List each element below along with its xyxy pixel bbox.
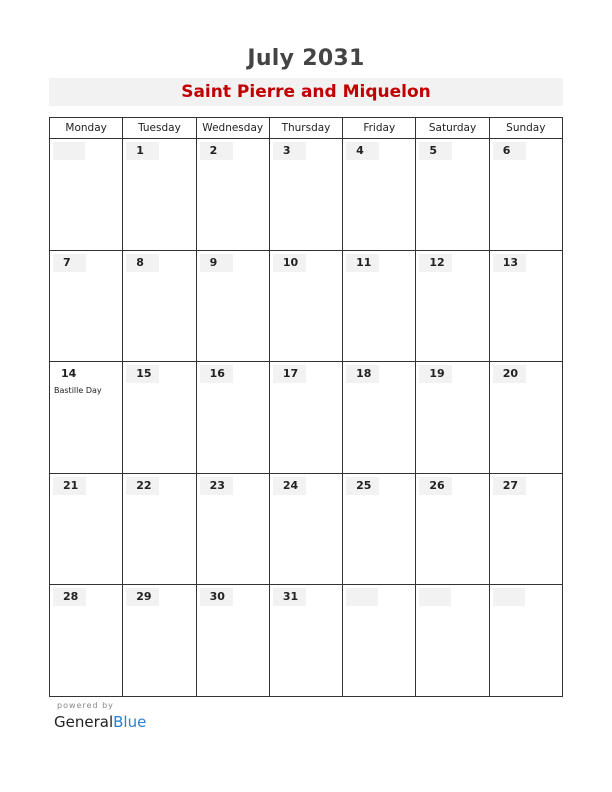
day-cell bbox=[269, 139, 342, 250]
day-number: 7 bbox=[53, 254, 86, 272]
day-number: 31 bbox=[273, 588, 306, 606]
day-cell bbox=[342, 251, 415, 362]
day-cell bbox=[196, 585, 269, 696]
week-row bbox=[50, 139, 562, 251]
weekday-monday: Monday bbox=[65, 122, 107, 134]
weeks-container bbox=[50, 139, 562, 696]
weekday-thursday: Thursday bbox=[269, 118, 342, 138]
day-number: 8 bbox=[126, 254, 159, 272]
day-number: 23 bbox=[200, 477, 233, 495]
day-cell bbox=[489, 585, 562, 696]
day-cell bbox=[415, 251, 488, 362]
day-number: 6 bbox=[493, 142, 526, 160]
day-number: 19 bbox=[419, 365, 452, 383]
day-cell bbox=[342, 139, 415, 250]
day-cell bbox=[50, 474, 122, 585]
calendar-title: July 2031 bbox=[247, 46, 365, 71]
day-number: 27 bbox=[493, 477, 526, 495]
day-cell bbox=[415, 362, 488, 473]
day-cell bbox=[50, 585, 122, 696]
day-cell bbox=[489, 474, 562, 585]
day-number: 5 bbox=[419, 142, 452, 160]
weekday-header-row bbox=[50, 118, 562, 139]
day-cell bbox=[50, 251, 122, 362]
day-number: 26 bbox=[419, 477, 452, 495]
day-cell bbox=[269, 474, 342, 585]
weekday-wednesday: Wednesday bbox=[196, 118, 269, 138]
day-cell bbox=[122, 251, 195, 362]
day-number: 12 bbox=[419, 254, 452, 272]
day-number: 13 bbox=[493, 254, 526, 272]
day-number: 11 bbox=[346, 254, 379, 272]
week-row bbox=[50, 251, 562, 363]
day-number: 14 bbox=[61, 367, 77, 381]
day-number: 2 bbox=[200, 142, 233, 160]
day-cell bbox=[269, 251, 342, 362]
day-cell bbox=[122, 585, 195, 696]
calendar-grid bbox=[49, 117, 563, 697]
day-number bbox=[346, 588, 378, 606]
day-cell bbox=[122, 139, 195, 250]
weekday-tuesday: Tuesday bbox=[122, 118, 195, 138]
day-cell bbox=[50, 362, 122, 473]
brand-blue: Blue bbox=[113, 713, 147, 731]
region-banner: Saint Pierre and Miquelon bbox=[49, 78, 563, 106]
day-number: 22 bbox=[126, 477, 159, 495]
day-cell bbox=[196, 474, 269, 585]
day-number: 29 bbox=[126, 588, 159, 606]
week-row bbox=[50, 585, 562, 696]
weekday-friday: Friday bbox=[342, 118, 415, 138]
day-cell bbox=[196, 362, 269, 473]
day-number: 10 bbox=[273, 254, 306, 272]
weekday-sunday: Sunday bbox=[489, 118, 562, 138]
day-number: 9 bbox=[200, 254, 233, 272]
day-cell bbox=[415, 585, 488, 696]
generalblue-logo[interactable] bbox=[54, 713, 146, 731]
day-cell bbox=[342, 474, 415, 585]
day-cell bbox=[50, 139, 122, 250]
day-number: 16 bbox=[200, 365, 233, 383]
day-number: 17 bbox=[273, 365, 306, 383]
day-cell bbox=[342, 585, 415, 696]
day-cell bbox=[122, 474, 195, 585]
day-number bbox=[419, 588, 451, 606]
day-cell bbox=[489, 251, 562, 362]
powered-by-text: powered by bbox=[57, 701, 114, 710]
day-number: 1 bbox=[126, 142, 159, 160]
day-cell bbox=[269, 585, 342, 696]
day-cell bbox=[415, 474, 488, 585]
brand-general: General bbox=[54, 713, 114, 731]
day-cell bbox=[342, 362, 415, 473]
day-number: 24 bbox=[273, 477, 306, 495]
day-number: 3 bbox=[273, 142, 306, 160]
day-cell bbox=[196, 139, 269, 250]
day-cell bbox=[122, 362, 195, 473]
day-number: 20 bbox=[493, 365, 526, 383]
day-number: 18 bbox=[346, 365, 379, 383]
holiday-label: Bastille Day bbox=[54, 386, 102, 396]
day-number: 30 bbox=[200, 588, 233, 606]
day-cell bbox=[489, 362, 562, 473]
day-cell bbox=[269, 362, 342, 473]
weekday-saturday: Saturday bbox=[415, 118, 488, 138]
week-row bbox=[50, 362, 562, 474]
day-number: 28 bbox=[53, 588, 86, 606]
week-row bbox=[50, 474, 562, 586]
day-number: 4 bbox=[346, 142, 379, 160]
day-number: 21 bbox=[53, 477, 86, 495]
day-number bbox=[53, 142, 85, 160]
day-number bbox=[493, 588, 525, 606]
day-cell bbox=[489, 139, 562, 250]
day-cell bbox=[415, 139, 488, 250]
day-number: 15 bbox=[126, 365, 159, 383]
day-number: 25 bbox=[346, 477, 379, 495]
day-cell bbox=[196, 251, 269, 362]
